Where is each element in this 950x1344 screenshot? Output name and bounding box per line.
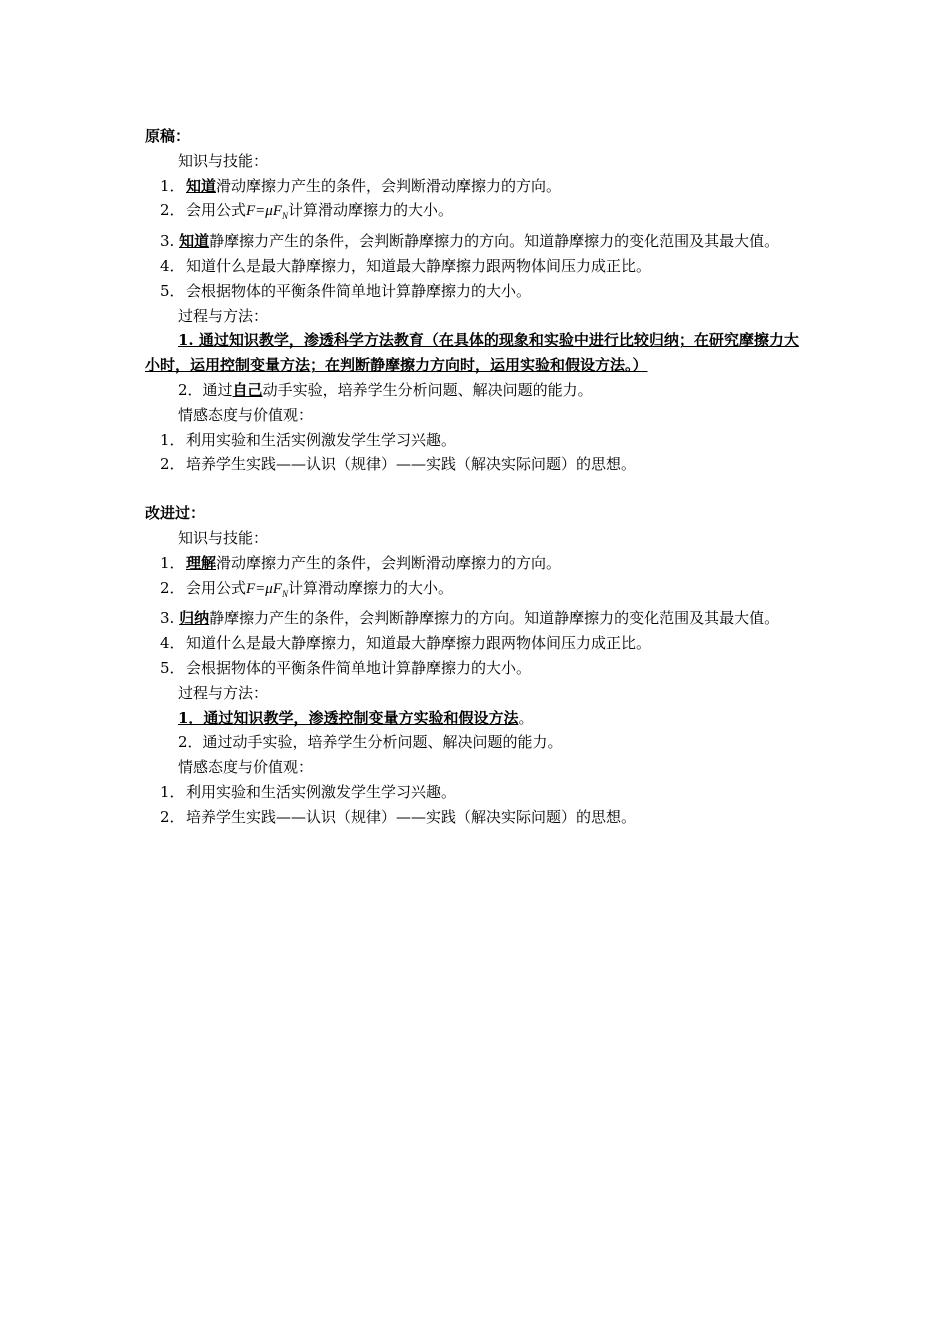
original-knowledge-item-3: 3. 知道静摩擦力产生的条件，会判断静摩擦力的方向。知道静摩擦力的变化范围及其最大值。	[160, 232, 780, 251]
original-emotion-item-2: 2．培养学生实践——认识（规律）——实践（解决实际问题）的思想。	[160, 455, 637, 474]
original-heading: 原稿：	[145, 127, 191, 145]
original-process-item-2: 2．通过自己动手实验，培养学生分析问题、解决问题的能力。	[178, 380, 593, 399]
original-knowledge-title: 知识与技能：	[178, 151, 269, 170]
original-section	[145, 124, 810, 477]
improved-process-item-1: 1．通过知识教学，渗透控制变量方实验和假设方法。	[178, 708, 534, 727]
original-knowledge-item-1: 1．知道滑动摩擦力产生的条件，会判断滑动摩擦力的方向。	[160, 176, 562, 195]
improved-section	[145, 501, 810, 829]
improved-knowledge-item-1: 1．理解滑动摩擦力产生的条件，会判断滑动摩擦力的方向。	[160, 553, 562, 572]
improved-knowledge-item-3: 3. 归纳静摩擦力产生的条件，会判断静摩擦力的方向。知道静摩擦力的变化范围及其最大值。	[160, 609, 780, 628]
improved-friction-formula: $F=\mu F_N$	[246, 580, 289, 599]
original-knowledge-item-4: 4．知道什么是最大静摩擦力，知道最大静摩擦力跟两物体间压力成正比。	[160, 256, 652, 275]
improved-k3-keyword: 归纳	[179, 609, 210, 628]
improved-process-item-2: 2．通过动手实验，培养学生分析问题、解决问题的能力。	[178, 733, 563, 752]
improved-process-title: 过程与方法：	[178, 683, 269, 702]
original-friction-formula: $F=\mu F_N$	[246, 203, 289, 222]
original-k3-keyword: 知道	[179, 232, 210, 251]
improved-emotion-item-2: 2．培养学生实践——认识（规律）——实践（解决实际问题）的思想。	[160, 807, 637, 826]
original-k1-keyword: 知道	[186, 176, 217, 195]
improved-knowledge-item-2: 2．会用公式$F=\mu F_N$计算滑动摩擦力的大小。	[160, 578, 454, 599]
document-page	[145, 124, 810, 830]
original-knowledge-item-2: 2．会用公式$F=\mu F_N$计算滑动摩擦力的大小。	[160, 201, 454, 222]
improved-knowledge-item-4: 4．知道什么是最大静摩擦力，知道最大静摩擦力跟两物体间压力成正比。	[160, 634, 652, 653]
original-p2-keyword: 自己	[232, 380, 263, 399]
improved-emotion-title: 情感态度与价值观：	[178, 758, 314, 777]
improved-k1-keyword: 理解	[186, 553, 217, 572]
original-knowledge-item-5: 5．会根据物体的平衡条件简单地计算静摩擦力的大小。	[160, 281, 532, 300]
original-process-title: 过程与方法：	[178, 306, 269, 325]
original-process-item-1: 1. 通过知识教学，渗透科学方法教育（在具体的现象和实验中进行比较归纳；在研究摩擦力大小时，运用控制变量方法；在判断静摩擦力方向时，运用实验和假设方法。）	[145, 331, 799, 375]
improved-knowledge-item-5: 5．会根据物体的平衡条件简单地计算静摩擦力的大小。	[160, 658, 532, 677]
improved-emotion-item-1: 1．利用实验和生活实例激发学生学习兴趣。	[160, 782, 457, 801]
original-emotion-title: 情感态度与价值观：	[178, 405, 314, 424]
improved-knowledge-title: 知识与技能：	[178, 528, 269, 547]
improved-heading: 改进过：	[145, 504, 206, 523]
original-emotion-item-1: 1．利用实验和生活实例激发学生学习兴趣。	[160, 430, 457, 449]
